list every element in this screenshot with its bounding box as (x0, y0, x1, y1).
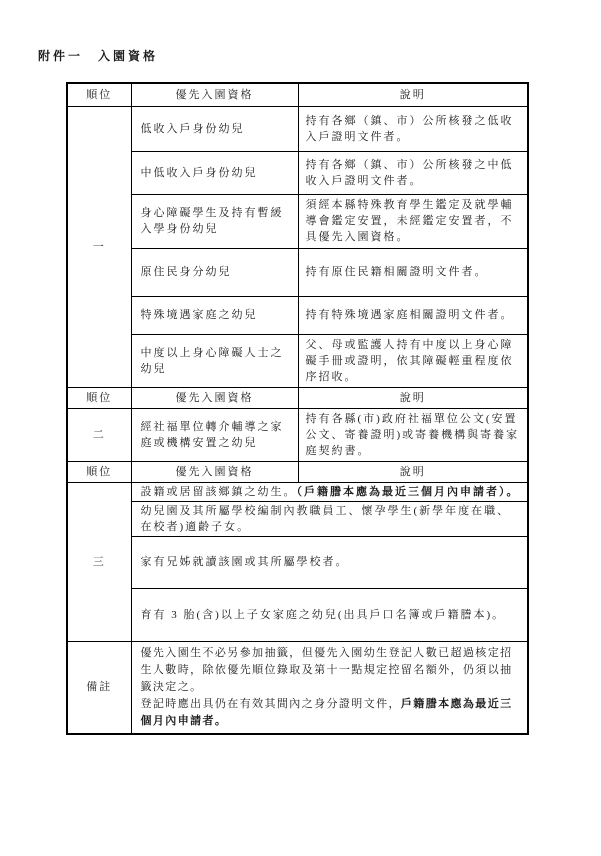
section1-header-row (67, 83, 528, 106)
header-rank: 順位 (67, 387, 131, 408)
header-qualification: 優先入園資格 (131, 83, 298, 106)
header-qualification: 優先入園資格 (131, 387, 298, 408)
table-row (67, 408, 528, 461)
description-cell: 持有特殊境遇家庭相關證明文件者。 (298, 296, 528, 334)
notes-row (67, 641, 528, 734)
table-row (67, 106, 528, 151)
table-row (67, 501, 528, 536)
qualification-cell: 中度以上身心障礙人士之幼兒 (131, 334, 298, 387)
qualification-cell: 特殊境遇家庭之幼兒 (131, 296, 298, 334)
qualification-full-cell: 育有 3 胎(含)以上子女家庭之幼兒(出具戶口名簿或戶籍謄本)。 (131, 588, 528, 641)
table-row (67, 536, 528, 588)
header-description: 說明 (298, 387, 528, 408)
header-description: 說明 (298, 461, 528, 482)
qualification-full-cell: 幼兒園及其所屬學校編制內教職員工、懷孕學生(新學年度在職、在校者)適齡子女。 (131, 501, 528, 536)
qualification-cell: 身心障礙學生及持有暫緩入學身份幼兒 (131, 194, 298, 248)
section2-header-row (67, 387, 528, 408)
qualification-cell: 低收入戶身份幼兒 (131, 106, 298, 151)
header-rank: 順位 (67, 83, 131, 106)
table-row (67, 248, 528, 296)
header-rank: 順位 (67, 461, 131, 482)
notes-paragraph-1: 優先入園生不必另參加抽籤，但優先入園幼生登記人數已超過核定招生人數時，除依優先順位錄取及第十一點規定控留名額外，仍須以抽籤決定之。 (140, 646, 513, 693)
qualification-text: 設籍或居留該鄉鎮之幼生。 (140, 485, 297, 498)
description-cell: 持有各縣(市)政府社福單位公文(安置公文、寄養證明)或寄養機構與寄養家庭契約書。 (298, 408, 528, 461)
qualification-cell: 中低收入戶身份幼兒 (131, 151, 298, 194)
description-cell: 持有各鄉（鎮、市）公所核發之中低收入戶證明文件者。 (298, 151, 528, 194)
notes-cell (131, 641, 528, 734)
table-row (67, 588, 528, 641)
qualification-cell: 原住民身分幼兒 (131, 248, 298, 296)
notes-p2-bold-text: 戶籍謄本應為最近三個月內申請者。 (140, 697, 513, 727)
description-cell: 持有原住民籍相關證明文件者。 (298, 248, 528, 296)
qualification-cell: 經社福單位轉介輔導之家庭或機構安置之幼兒 (131, 408, 298, 461)
table-row (67, 296, 528, 334)
table-row (67, 482, 528, 501)
page-title: 附件一 入園資格 (38, 49, 159, 63)
rank-cell-three: 三 (67, 482, 131, 641)
notes-p2-text: 登記時應出具仍在有效其間內之身分證明文件， (140, 697, 401, 710)
section3-header-row (67, 461, 528, 482)
notes-paragraph-2 (141, 696, 524, 730)
table-row (67, 194, 528, 248)
qualification-full-cell: 家有兄姊就讀該園或其所屬學校者。 (131, 536, 528, 588)
qualification-text-bold: （戶籍謄本應為最近三個月內申請者）。 (296, 485, 520, 498)
admission-qualification-table (66, 82, 529, 735)
description-cell: 持有各鄉（鎮、市）公所核發之低收入戶證明文件者。 (298, 106, 528, 151)
description-cell: 父、母或監護人持有中度以上身心障礙手冊或證明，依其障礙輕重程度依序招收。 (298, 334, 528, 387)
rank-cell-two: 二 (67, 408, 131, 461)
table-row (67, 334, 528, 387)
notes-label: 備註 (67, 641, 131, 734)
description-cell: 須經本縣特殊教育學生鑑定及就學輔導會鑑定安置，未經鑑定安置者，不具優先入園資格。 (298, 194, 528, 248)
table-row (67, 151, 528, 194)
rank-cell-one: 一 (67, 106, 131, 387)
qualification-full-cell (131, 482, 528, 501)
header-description: 說明 (298, 83, 528, 106)
header-qualification: 優先入園資格 (131, 461, 298, 482)
